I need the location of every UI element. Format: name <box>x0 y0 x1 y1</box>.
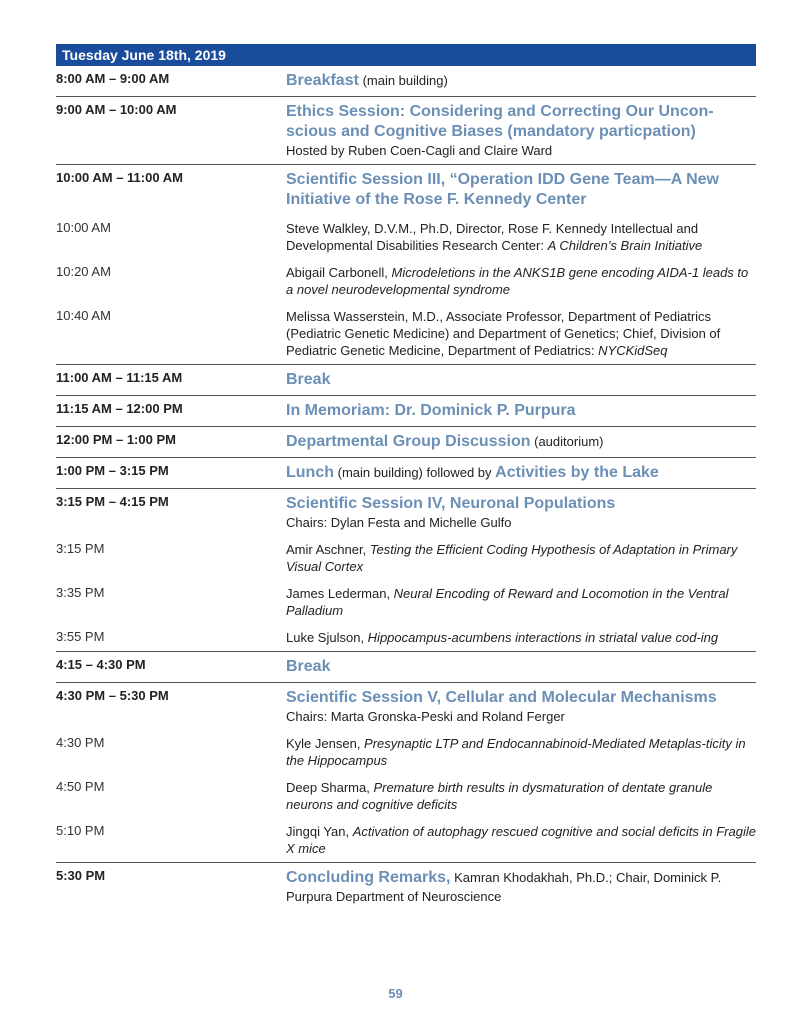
talk-time: 3:55 PM <box>56 629 105 644</box>
session-title: Scientific Session IV, Neuronal Populations <box>286 495 616 512</box>
talk-title: Microdeletions in the ANKS1B gene encoding AIDA-1 leads to a novel neurodevelopmental syndrome <box>286 265 749 297</box>
talk-content <box>286 779 756 813</box>
talk-row <box>56 536 756 580</box>
session-title-line2: scious and Cognitive Biases (mandatory particpation) <box>286 123 696 140</box>
time-slot: 1:00 PM – 3:15 PM <box>56 463 169 478</box>
session-title: In Memoriam: Dr. Dominick P. Purpura <box>286 402 576 419</box>
session-title: Breakfast <box>286 72 359 89</box>
talk-title: Presynaptic LTP and Endocannabinoid-Mediated Metaplas-ticity in the Hippocampus <box>286 736 746 768</box>
time-slot: 11:15 AM – 12:00 PM <box>56 401 183 416</box>
session-title: Scientific Session V, Cellular and Molecular Mechanisms <box>286 689 717 706</box>
row-content <box>286 401 756 421</box>
talk-speaker: Jingqi Yan, <box>286 824 353 839</box>
row-content <box>286 102 756 159</box>
talk-speaker: Melissa Wasserstein, M.D., Associate Professor, Department of Pediatrics (Pediatric Genetic Medicine) and Department of Genetics; Chief, Division of Pediatric Genetic Medicine, Department of Pediatrics: <box>286 309 721 358</box>
talk-title: A Children’s Brain Initiative <box>547 238 703 253</box>
talk-speaker: Deep Sharma, <box>286 780 374 795</box>
talk-row <box>56 818 756 862</box>
schedule-row-ethics <box>56 96 756 164</box>
talk-content <box>286 220 756 254</box>
schedule-row-discussion <box>56 426 756 457</box>
talk-content <box>286 823 756 857</box>
session-title-line1: Scientific Session III, “Operation IDD Gene Team—A New <box>286 171 719 188</box>
talk-row <box>56 774 756 818</box>
talk-content <box>286 264 756 298</box>
time-slot: 9:00 AM – 10:00 AM <box>56 102 177 117</box>
talk-time: 10:40 AM <box>56 308 111 323</box>
row-content <box>286 494 756 531</box>
time-slot: 5:30 PM <box>56 868 106 883</box>
schedule-row-lunch <box>56 457 756 488</box>
session-chairs: Chairs: Marta Gronska-Peski and Roland Ferger <box>286 709 565 724</box>
session-note: (main building) followed by <box>337 465 492 480</box>
talk-content <box>286 735 756 769</box>
talk-time: 5:10 PM <box>56 823 105 838</box>
talk-speaker: Luke Sjulson, <box>286 630 368 645</box>
talk-speaker: James Lederman, <box>286 586 394 601</box>
talk-title: Premature birth results in dysmaturation of dentate granule neurons and cognitive deficits <box>286 780 713 812</box>
talk-title: NYCKidSeq <box>598 343 668 358</box>
talk-speaker: Steve Walkley, D.V.M., Ph.D, Director, Rose F. Kennedy Intellectual and Developmental Disabilities Research Center: <box>286 221 699 253</box>
time-slot: 3:15 PM – 4:15 PM <box>56 494 169 509</box>
talk-title: Testing the Efficient Coding Hypothesis of Adaptation in Primary Visual Cortex <box>286 542 738 574</box>
talk-row <box>56 303 756 364</box>
row-content <box>286 657 756 677</box>
schedule-row-session5 <box>56 682 756 730</box>
schedule-row-memoriam <box>56 395 756 426</box>
time-slot: 4:15 – 4:30 PM <box>56 657 146 672</box>
row-content <box>286 170 756 210</box>
talk-speaker: Abigail Carbonell, <box>286 265 392 280</box>
schedule-row-break-2 <box>56 651 756 682</box>
talk-title: Activation of autophagy rescued cognitive and social deficits in Fragile X mice <box>286 824 756 856</box>
talk-row <box>56 624 756 651</box>
talk-time: 10:20 AM <box>56 264 111 279</box>
talk-time: 10:00 AM <box>56 220 111 235</box>
session-title-line1: Ethics Session: Considering and Correcting Our Uncon- <box>286 103 714 120</box>
schedule-row-break <box>56 364 756 395</box>
session-title: Break <box>286 658 331 675</box>
session-title: Concluding Remarks, <box>286 869 451 886</box>
session-note: (main building) <box>362 73 448 88</box>
date-header: Tuesday June 18th, 2019 <box>56 44 756 66</box>
page-number: 59 <box>388 986 403 1001</box>
talk-content <box>286 308 756 359</box>
time-slot: 8:00 AM – 9:00 AM <box>56 71 170 86</box>
schedule-row-session4 <box>56 488 756 536</box>
row-content <box>286 370 756 390</box>
time-slot: 12:00 PM – 1:00 PM <box>56 432 176 447</box>
talk-row <box>56 730 756 774</box>
row-content <box>286 71 756 91</box>
session-title-secondary: Activities by the Lake <box>495 464 659 481</box>
row-content <box>286 688 756 725</box>
talk-title: Hippocampus-acumbens interactions in striatal value cod-ing <box>367 630 719 645</box>
talk-content <box>286 629 756 646</box>
session-detail: Hosted by Ruben Coen-Cagli and Claire Ward <box>286 143 553 158</box>
session-title: Lunch <box>286 464 334 481</box>
talk-time: 4:30 PM <box>56 735 105 750</box>
talk-speaker: Kyle Jensen, <box>286 736 365 751</box>
session-chairs: Chairs: Dylan Festa and Michelle Gulfo <box>286 515 512 530</box>
time-slot: 10:00 AM – 11:00 AM <box>56 170 183 185</box>
session-title: Break <box>286 371 331 388</box>
talk-row <box>56 580 756 624</box>
schedule-row-concluding <box>56 862 756 910</box>
talk-title: Neural Encoding of Reward and Locomotion in the Ventral Palladium <box>286 586 729 618</box>
talk-time: 3:15 PM <box>56 541 105 556</box>
row-content <box>286 463 756 483</box>
schedule-page <box>56 44 756 910</box>
session-title-line2: Initiative of the Rose F. Kennedy Center <box>286 191 587 208</box>
session-title: Departmental Group Discussion <box>286 433 531 450</box>
talk-time: 4:50 PM <box>56 779 105 794</box>
talk-content <box>286 585 756 619</box>
talk-content <box>286 541 756 575</box>
talk-speaker: Amir Aschner, <box>286 542 370 557</box>
session-note: Kamran Khodakhah, Ph.D.; Chair, Dominick P. Purpura Department of Neuroscience <box>286 870 722 904</box>
talk-row <box>56 215 756 259</box>
row-content <box>286 432 756 452</box>
time-slot: 11:00 AM – 11:15 AM <box>56 370 183 385</box>
session-note: (auditorium) <box>534 434 604 449</box>
time-slot: 4:30 PM – 5:30 PM <box>56 688 169 703</box>
talk-time: 3:35 PM <box>56 585 105 600</box>
schedule-row-session3 <box>56 164 756 215</box>
row-content <box>286 868 756 905</box>
schedule-row-breakfast <box>56 66 756 96</box>
talk-row <box>56 259 756 303</box>
